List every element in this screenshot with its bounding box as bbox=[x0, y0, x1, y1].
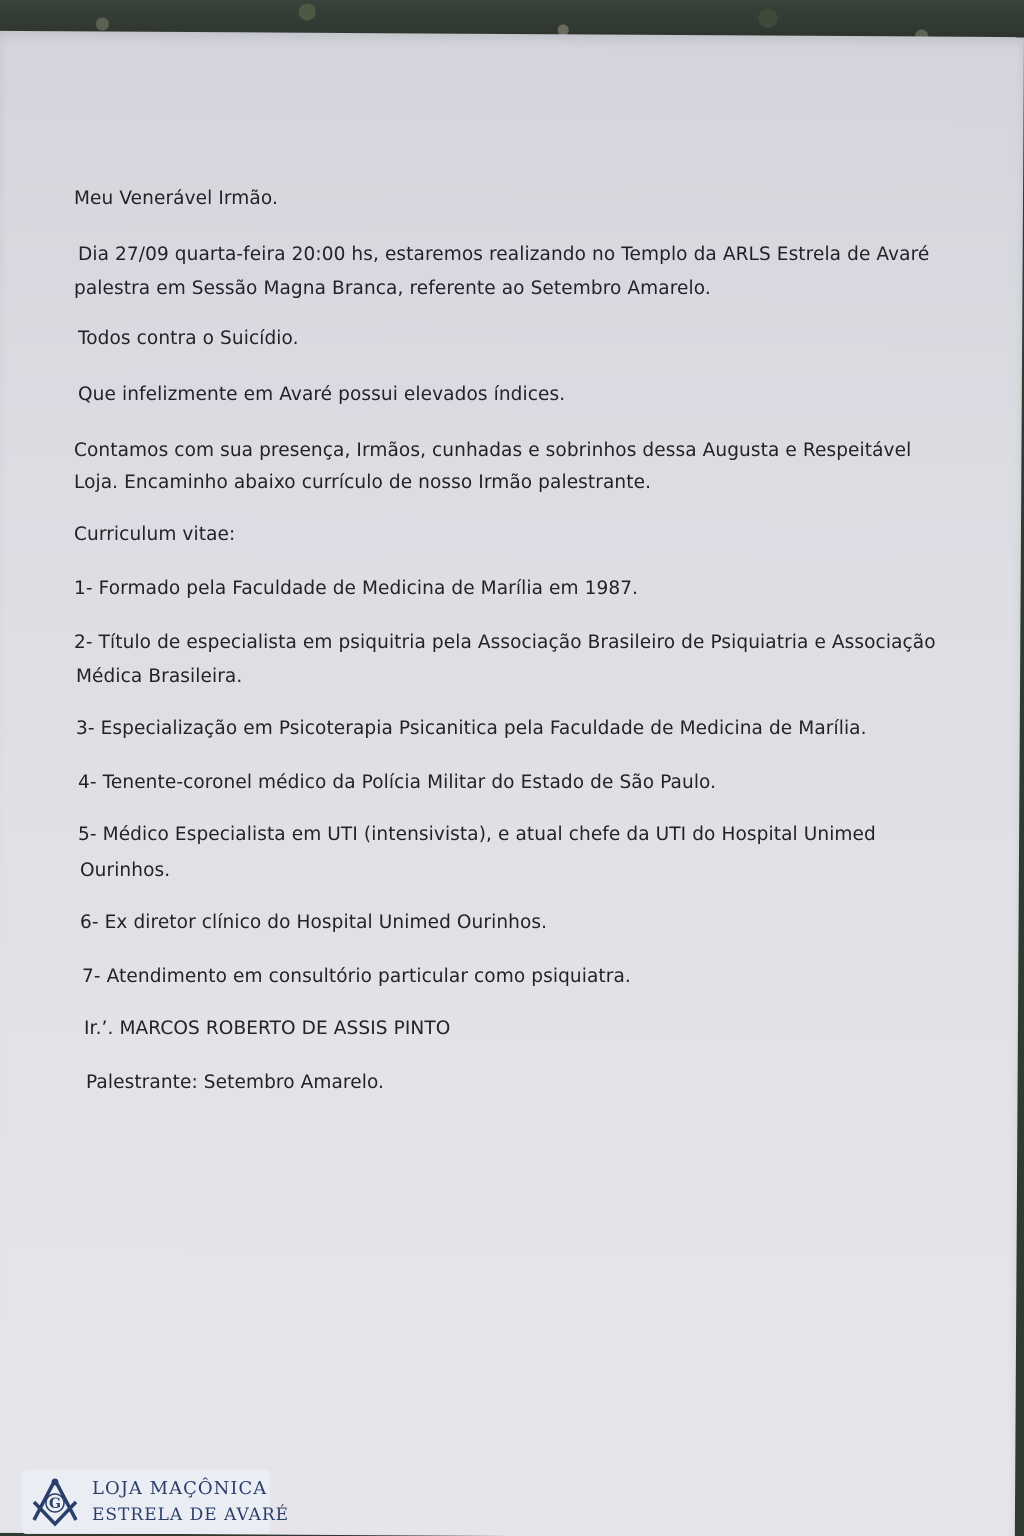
cv-item-4: 4- Tenente-coronel médico da Polícia Militar do Estado de São Paulo. bbox=[78, 772, 717, 793]
emblem-letter: G bbox=[49, 1496, 61, 1512]
watermark-logo bbox=[22, 1470, 290, 1534]
cv-item-2-line-2: Médica Brasileira. bbox=[76, 666, 243, 687]
paragraph-theme: Todos contra o Suicídio. bbox=[78, 328, 299, 349]
salutation: Meu Venerável Irmão. bbox=[74, 188, 278, 209]
signature-name: Ir.’. MARCOS ROBERTO DE ASSIS PINTO bbox=[84, 1018, 451, 1039]
paragraph-invitation-line-1: Contamos com sua presença, Irmãos, cunhadas e sobrinhos dessa Augusta e Respeitável bbox=[74, 440, 912, 461]
cv-heading: Curriculum vitae: bbox=[74, 524, 236, 545]
cv-item-7: 7- Atendimento em consultório particular como psiquiatra. bbox=[82, 966, 631, 987]
signature-role: Palestrante: Setembro Amarelo. bbox=[86, 1072, 385, 1093]
paragraph-invitation-line-2: Loja. Encaminho abaixo currículo de nosso Irmão palestrante. bbox=[74, 472, 652, 493]
cv-item-2-line-1: 2- Título de especialista em psiquitria pela Associação Brasileiro de Psiquiatria e Associação bbox=[74, 632, 936, 653]
square-and-compasses-icon bbox=[28, 1476, 82, 1530]
paragraph-context: Que infelizmente em Avaré possui elevados índices. bbox=[78, 384, 566, 405]
paragraph-event-line-2: palestra em Sessão Magna Branca, referente ao Setembro Amarelo. bbox=[74, 278, 711, 299]
cv-item-1: 1- Formado pela Faculdade de Medicina de Marília em 1987. bbox=[74, 578, 639, 599]
paragraph-event-line-1: Dia 27/09 quarta-feira 20:00 hs, estaremos realizando no Templo da ARLS Estrela de Avaré bbox=[78, 244, 930, 265]
cv-item-6: 6- Ex diretor clínico do Hospital Unimed Ourinhos. bbox=[80, 912, 548, 933]
cv-item-3: 3- Especialização em Psicoterapia Psicanitica pela Faculdade de Medicina de Marília. bbox=[76, 718, 867, 739]
watermark-subtitle: ESTRELA DE AVARÉ bbox=[92, 1505, 290, 1525]
cv-item-5-line-1: 5- Médico Especialista em UTI (intensivista), e atual chefe da UTI do Hospital Unimed bbox=[78, 824, 876, 845]
watermark-title: LOJA MAÇÔNICA bbox=[92, 1478, 268, 1499]
cv-item-5-line-2: Ourinhos. bbox=[80, 860, 171, 881]
